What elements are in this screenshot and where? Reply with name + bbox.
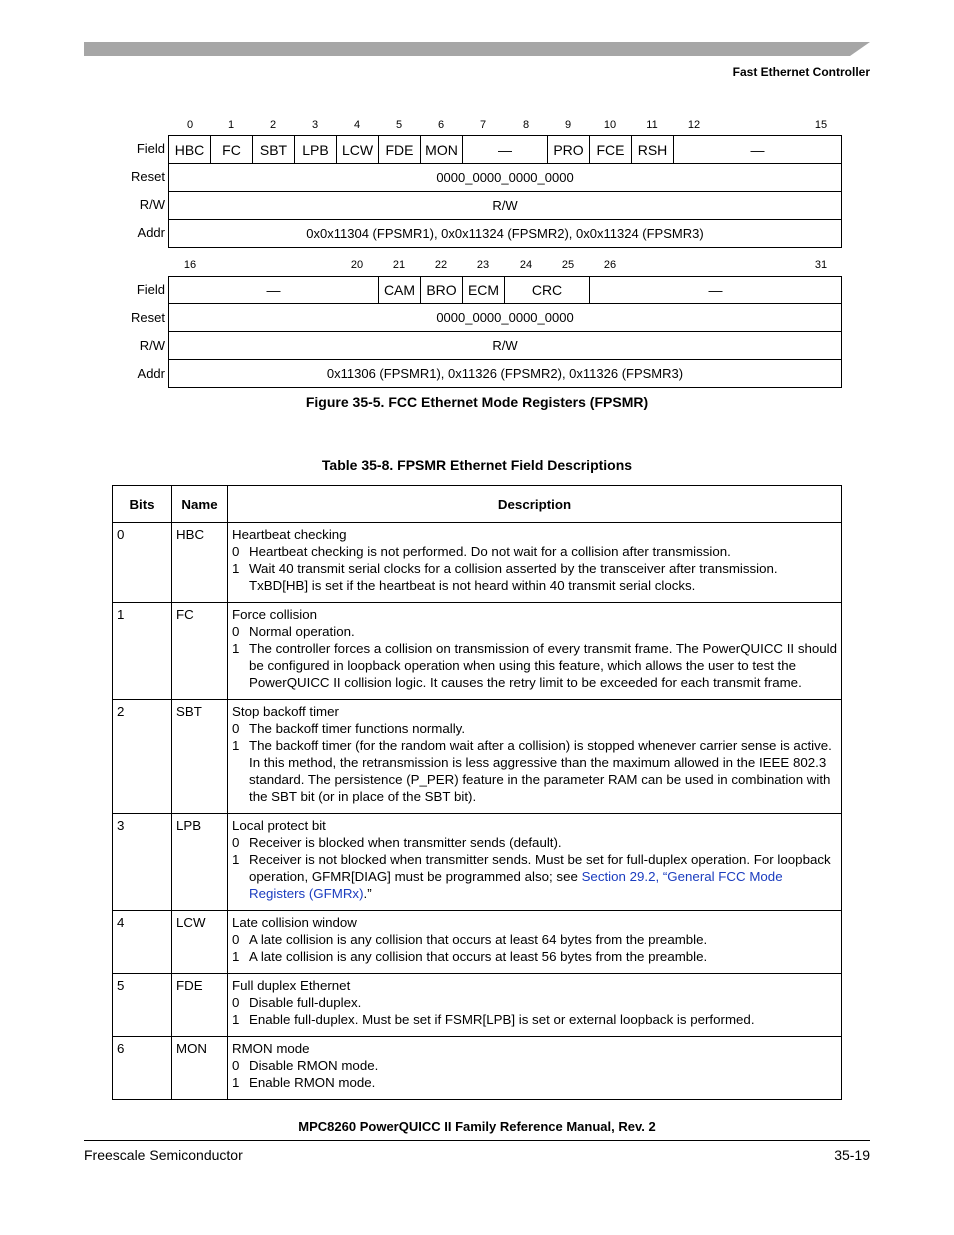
option-text <box>249 1074 837 1091</box>
cell-description <box>228 700 842 814</box>
bit-number: 24 <box>519 259 533 271</box>
field-cell: ECM <box>463 277 505 303</box>
cell-name: LPB <box>172 814 228 911</box>
table-row <box>113 523 842 603</box>
table-row <box>113 974 842 1037</box>
field-cell: — <box>750 141 765 158</box>
bit-number: 16 <box>183 259 197 271</box>
cell-description <box>228 814 842 911</box>
table-row <box>113 911 842 974</box>
field-cell: HBC <box>169 136 211 163</box>
cell-bits: 5 <box>113 974 172 1037</box>
bit-number: 6 <box>437 119 445 131</box>
option-line <box>232 994 837 1011</box>
option-line <box>232 851 837 902</box>
option-text-body: Normal operation. <box>249 624 355 639</box>
option-value: 1 <box>232 738 240 753</box>
bit-number: 15 <box>814 119 828 131</box>
option-text <box>249 851 837 902</box>
option-line <box>232 948 837 965</box>
field-cell: LPB <box>295 136 337 163</box>
option-text-body: Receiver is not blocked when transmitter sends. Must be set for full-duplex operation. For loopback operation, GFMR[DIAG] must be programmed also; see <box>249 852 831 884</box>
description-heading: Heartbeat checking <box>232 527 347 542</box>
field-cell: RSH <box>632 136 674 163</box>
column-header-name: Name <box>172 486 228 523</box>
header-bar <box>84 42 870 56</box>
cell-name: FC <box>172 603 228 700</box>
row-label-field: Field <box>136 141 165 156</box>
field-description-table <box>112 485 842 1100</box>
table-row <box>113 1037 842 1100</box>
bit-number: 10 <box>603 119 617 131</box>
table-row <box>113 700 842 814</box>
option-text <box>249 720 837 737</box>
field-cell: PRO <box>548 136 590 163</box>
bit-number: 20 <box>350 259 364 271</box>
bit-number: 8 <box>522 119 530 131</box>
option-text-body: Disable RMON mode. <box>249 1058 379 1073</box>
cell-name: SBT <box>172 700 228 814</box>
column-header-description: Description <box>228 486 842 523</box>
option-line <box>232 720 837 737</box>
addr-value: 0x11306 (FPSMR1), 0x11326 (FPSMR2), 0x11326 (FPSMR3) <box>326 366 684 381</box>
table-row <box>113 603 842 700</box>
table-title: Table 35-8. FPSMR Ethernet Field Descriptions <box>321 457 633 473</box>
row-label-rw: R/W <box>139 338 165 353</box>
addr-row <box>168 219 842 248</box>
option-line <box>232 931 837 948</box>
cell-description <box>228 523 842 603</box>
figure-caption: Figure 35-5. FCC Ethernet Mode Registers (FPSMR) <box>305 394 649 410</box>
description-heading: Force collision <box>232 607 317 622</box>
footer-publisher: Freescale Semiconductor <box>84 1147 243 1163</box>
option-line <box>232 1057 837 1074</box>
option-text <box>249 1057 837 1074</box>
option-text-body: The controller forces a collision on transmission of every transmit frame. The PowerQUICC II should be configured in loopback operation when using this feature, which allows the user to test the PowerQUICC II collision logic. It causes the retry limit to be exceeded for each transmit frame. <box>249 641 837 690</box>
row-label-addr: Addr <box>137 366 165 381</box>
field-cell: CRC <box>505 277 590 303</box>
page-number: 35-19 <box>834 1147 870 1163</box>
bit-number: 21 <box>392 259 406 271</box>
addr-value: 0x0x11304 (FPSMR1), 0x0x11324 (FPSMR2), 0x0x11324 (FPSMR3) <box>306 226 704 241</box>
option-text <box>249 994 837 1011</box>
option-text-body: Enable full-duplex. Must be set if FSMR[LPB] is set or external loopback is performed. <box>249 1012 755 1027</box>
cell-bits: 6 <box>113 1037 172 1100</box>
field-cell: CAM <box>379 277 421 303</box>
cross-reference-link[interactable]: Section 29.2, “General FCC Mode Registers (GFMRx) <box>249 869 783 901</box>
cell-name: FDE <box>172 974 228 1037</box>
bit-number: 7 <box>479 119 487 131</box>
bit-number: 0 <box>186 119 194 131</box>
option-text-body: The backoff timer functions normally. <box>249 721 466 736</box>
option-text <box>249 948 837 965</box>
field-row <box>168 276 842 304</box>
option-line <box>232 560 837 594</box>
option-value: 1 <box>232 641 240 656</box>
option-value: 0 <box>232 1058 240 1073</box>
option-text <box>249 640 837 691</box>
bit-number: 9 <box>564 119 572 131</box>
rw-row <box>168 331 842 360</box>
field-cell: SBT <box>253 136 295 163</box>
column-header-bits: Bits <box>113 486 172 523</box>
option-text-body: Enable RMON mode. <box>249 1075 376 1090</box>
field-cell: LCW <box>337 136 379 163</box>
option-text <box>249 931 837 948</box>
cell-description <box>228 603 842 700</box>
table-row <box>113 814 842 911</box>
row-label-field: Field <box>136 282 165 297</box>
option-text <box>249 1011 837 1028</box>
option-value: 0 <box>232 995 240 1010</box>
option-text-body: Wait 40 transmit serial clocks for a collision asserted by the transceiver after transmission. TxBD[HB] is set if the heartbeat is not heard within 40 transmit serial clocks. <box>249 561 778 593</box>
option-text <box>249 623 837 640</box>
field-cell: BRO <box>421 277 463 303</box>
option-line <box>232 737 837 805</box>
option-text-body: Heartbeat checking is not performed. Do not wait for a collision after transmission. <box>249 544 731 559</box>
cell-bits: 2 <box>113 700 172 814</box>
bit-number: 22 <box>434 259 448 271</box>
option-value: 1 <box>232 1075 240 1090</box>
option-text-body: A late collision is any collision that occurs at least 64 bytes from the preamble. <box>249 932 708 947</box>
option-value: 0 <box>232 721 240 736</box>
option-text-body: Receiver is blocked when transmitter sends (default). <box>249 835 562 850</box>
field-cell: FC <box>211 136 253 163</box>
option-value: 1 <box>232 852 240 867</box>
cell-description <box>228 974 842 1037</box>
row-label-reset: Reset <box>131 310 165 325</box>
cell-name: LCW <box>172 911 228 974</box>
rw-row <box>168 191 842 220</box>
row-label-rw: R/W <box>139 197 165 212</box>
field-cell: — <box>708 282 723 298</box>
bit-number: 1 <box>227 119 235 131</box>
bit-number: 26 <box>603 259 617 271</box>
bit-number: 4 <box>353 119 361 131</box>
bit-number: 5 <box>395 119 403 131</box>
option-value: 0 <box>232 932 240 947</box>
field-row <box>168 135 842 164</box>
description-heading: Local protect bit <box>232 818 326 833</box>
option-text-body: A late collision is any collision that occurs at least 56 bytes from the preamble. <box>249 949 708 964</box>
option-line <box>232 1011 837 1028</box>
description-heading: Late collision window <box>232 915 357 930</box>
rw-value: R/W <box>492 338 518 353</box>
addr-row <box>168 359 842 388</box>
option-value: 1 <box>232 949 240 964</box>
option-value: 1 <box>232 561 240 576</box>
cell-description <box>228 1037 842 1100</box>
field-cell: FDE <box>379 136 421 163</box>
option-line <box>232 1074 837 1091</box>
cell-name: MON <box>172 1037 228 1100</box>
option-text-body: The backoff timer (for the random wait after a collision) is stopped whenever carrier sense is active. In this method, the retransmission is less aggressive than the maximum allowed in the IEEE 802.3 standard. The persistence (P_PER) feature in the parameter RAM can be used in combination with the SBT bit (or in place of the SBT bit). <box>249 738 832 804</box>
reset-value: 0000_0000_0000_0000 <box>436 170 574 185</box>
footer-divider <box>84 1140 870 1141</box>
option-text <box>249 560 837 594</box>
table-header-row <box>113 486 842 523</box>
option-value: 0 <box>232 544 240 559</box>
bit-number: 3 <box>311 119 319 131</box>
reset-row <box>168 303 842 332</box>
option-text-tail: .” <box>363 886 372 901</box>
option-text-body: Disable full-duplex. <box>249 995 362 1010</box>
reset-row <box>168 163 842 192</box>
field-cell: FCE <box>590 136 632 163</box>
option-text <box>249 737 837 805</box>
option-value: 1 <box>232 1012 240 1027</box>
description-heading: RMON mode <box>232 1041 310 1056</box>
field-cell: MON <box>421 136 463 163</box>
option-line <box>232 640 837 691</box>
rw-value: R/W <box>492 198 518 213</box>
row-label-addr: Addr <box>137 225 165 240</box>
cell-bits: 3 <box>113 814 172 911</box>
cell-bits: 1 <box>113 603 172 700</box>
description-heading: Stop backoff timer <box>232 704 339 719</box>
cell-description <box>228 911 842 974</box>
field-cell: — <box>169 277 379 303</box>
bit-number: 2 <box>269 119 277 131</box>
footer-title: MPC8260 PowerQUICC II Family Reference Manual, Rev. 2 <box>298 1119 656 1134</box>
cell-bits: 0 <box>113 523 172 603</box>
field-cell: — <box>463 136 548 163</box>
option-text <box>249 543 837 560</box>
section-title: Fast Ethernet Controller <box>732 65 870 79</box>
bit-number: 23 <box>476 259 490 271</box>
bit-number: 12 <box>687 119 701 131</box>
option-value: 0 <box>232 624 240 639</box>
cell-bits: 4 <box>113 911 172 974</box>
option-line <box>232 834 837 851</box>
description-heading: Full duplex Ethernet <box>232 978 351 993</box>
bit-number: 31 <box>814 259 828 271</box>
bit-number: 11 <box>646 119 658 131</box>
option-text <box>249 834 837 851</box>
row-label-reset: Reset <box>131 169 165 184</box>
option-line <box>232 543 837 560</box>
cell-name: HBC <box>172 523 228 603</box>
option-line <box>232 623 837 640</box>
option-value: 0 <box>232 835 240 850</box>
reset-value: 0000_0000_0000_0000 <box>436 310 574 325</box>
table-body <box>113 523 842 1100</box>
bit-number: 25 <box>561 259 575 271</box>
